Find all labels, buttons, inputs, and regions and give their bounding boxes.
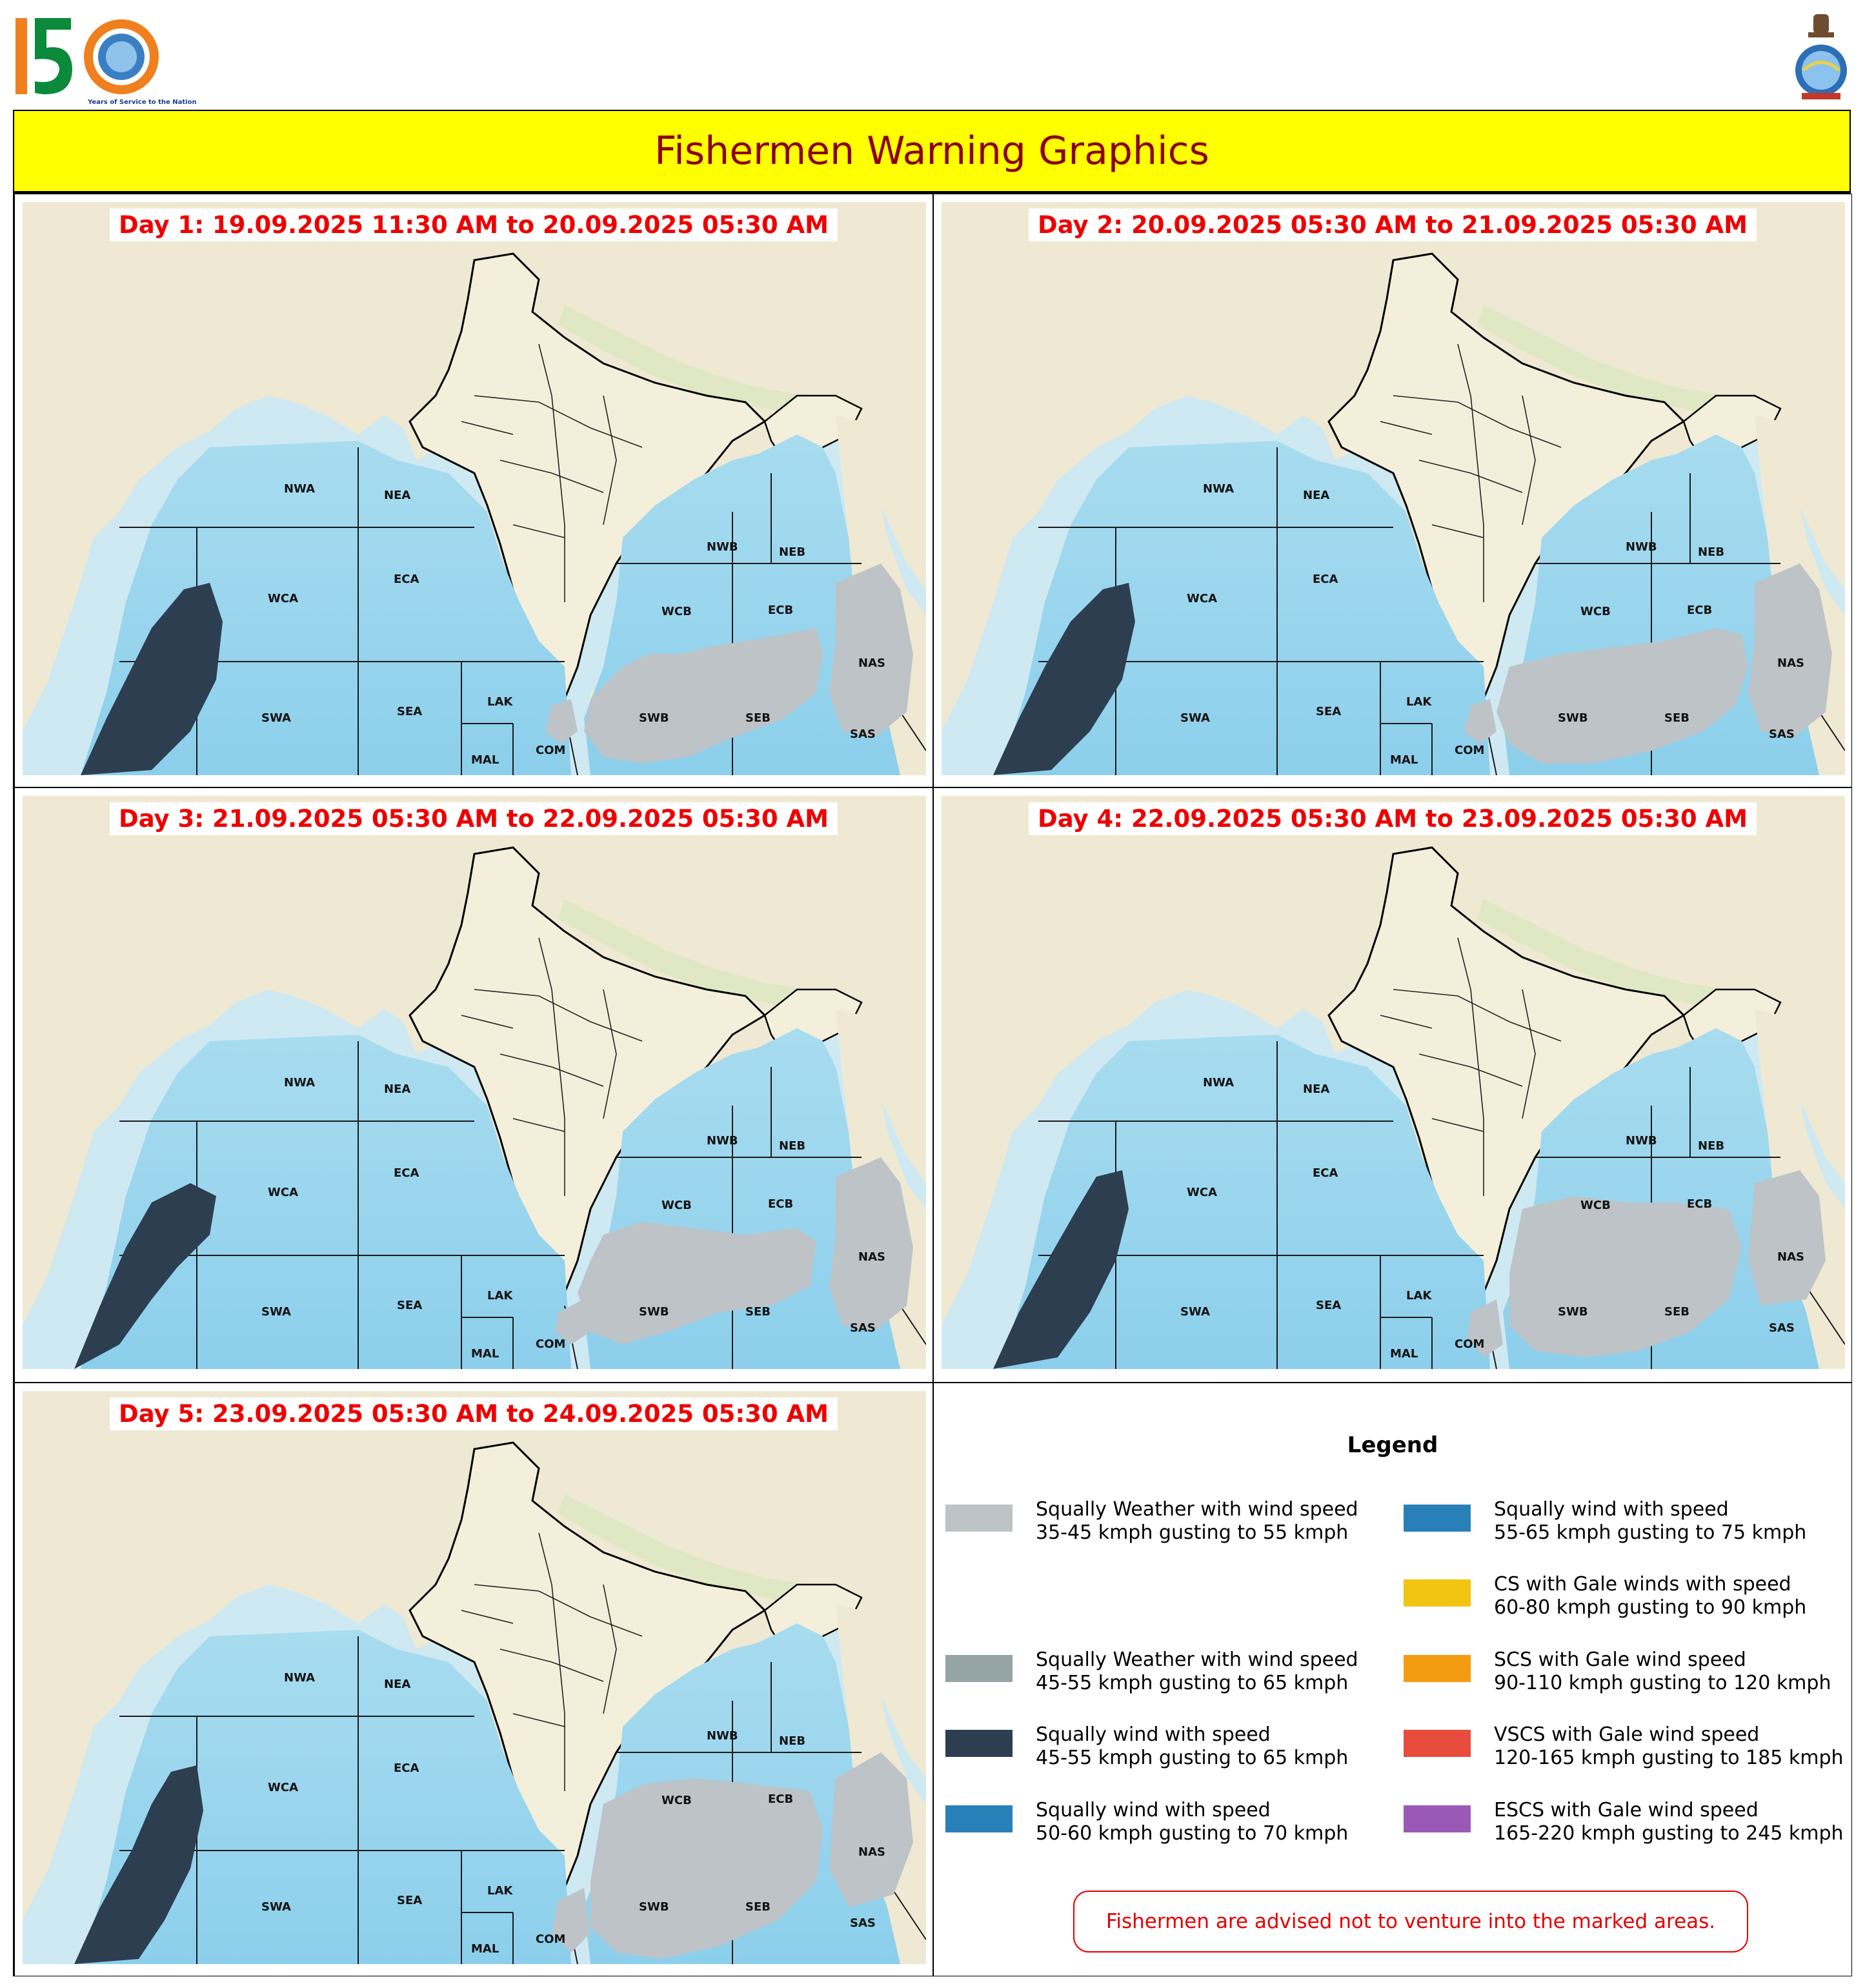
zone-seb: SEB [745, 1900, 771, 1914]
zone-mal: MAL [471, 1347, 499, 1361]
zone-swa: SWA [261, 1900, 291, 1914]
page-header [13, 110, 1851, 192]
zone-nwa: NWA [284, 1076, 316, 1090]
zone-nas: NAS [858, 1250, 885, 1264]
zone-nwa: NWA [1203, 482, 1235, 496]
imd-150-years-logo [12, 12, 197, 108]
legend-swatch [945, 1805, 1013, 1832]
legend-swatch [1404, 1505, 1471, 1532]
zone-sas: SAS [850, 727, 876, 741]
legend-swatch [1404, 1805, 1471, 1832]
day-5-map [23, 1391, 926, 1964]
zone-wcb: WCB [1580, 605, 1611, 618]
zone-nwb: NWB [707, 540, 738, 554]
zone-mal: MAL [471, 753, 499, 767]
legend-label: Squally wind with speed [1036, 1723, 1271, 1746]
logo-caption: Years of Service to the Nation [88, 99, 197, 106]
legend-label: 90-110 kmph gusting to 120 kmph [1494, 1672, 1831, 1694]
zone-nwa: NWA [284, 1671, 316, 1685]
zone-wcb: WCB [1580, 1199, 1611, 1212]
zone-eca: ECA [1313, 573, 1338, 586]
state-emblem-seal [1789, 9, 1853, 106]
legend-label: 120-165 kmph gusting to 185 kmph [1494, 1747, 1844, 1769]
zone-swb: SWB [639, 1900, 669, 1914]
zone-ecb: ECB [768, 604, 794, 617]
legend-item [1404, 1723, 1844, 1770]
page-title: Fishermen Warning Graphics [654, 128, 1209, 174]
legend-swatch [1404, 1579, 1471, 1607]
legend-label: 50-60 kmph gusting to 70 kmph [1036, 1822, 1349, 1845]
zone-swb: SWB [1558, 711, 1588, 725]
zone-swa: SWA [261, 711, 291, 725]
zone-sas: SAS [1769, 1321, 1795, 1335]
zone-nwb: NWB [707, 1729, 738, 1743]
legend-label: VSCS with Gale wind speed [1494, 1723, 1760, 1746]
zone-com: COM [1455, 1337, 1485, 1351]
legend-label: Squally wind with speed [1036, 1799, 1271, 1821]
zone-eca: ECA [1313, 1166, 1338, 1180]
zone-sas: SAS [850, 1321, 876, 1335]
legend-label: 60-80 kmph gusting to 90 kmph [1494, 1596, 1807, 1619]
zone-lak: LAK [487, 1289, 513, 1303]
day-1-panel [14, 194, 933, 787]
zone-sea: SEA [397, 1299, 423, 1312]
zone-mal: MAL [471, 1942, 499, 1956]
legend-item [945, 1723, 1348, 1770]
day-2-panel [933, 194, 1852, 787]
legend-item [945, 1498, 1358, 1545]
legend-swatch [945, 1655, 1013, 1682]
legend-label: 45-55 kmph gusting to 65 kmph [1036, 1672, 1349, 1694]
zone-com: COM [536, 744, 566, 757]
zone-eca: ECA [394, 1166, 419, 1180]
zone-sea: SEA [1316, 1299, 1342, 1312]
day-3-title: Day 3: 21.09.2025 05:30 AM to 22.09.2025 05:30 AM [110, 802, 838, 835]
fishermen-advisory: Fishermen are advised not to venture into the marked areas. [1073, 1891, 1748, 1953]
legend-label: CS with Gale winds with speed [1494, 1573, 1791, 1596]
legend-label: ESCS with Gale wind speed [1494, 1799, 1759, 1821]
day-4-panel [933, 787, 1852, 1383]
forecast-grid [13, 192, 1851, 1976]
zone-wcb: WCB [661, 605, 692, 618]
zone-ecb: ECB [1687, 1197, 1713, 1211]
zone-nwa: NWA [284, 482, 316, 496]
legend-item [1404, 1799, 1844, 1845]
zone-nas: NAS [1777, 656, 1804, 670]
zone-sea: SEA [397, 1894, 423, 1907]
legend-label: 35-45 kmph gusting to 55 kmph [1036, 1521, 1349, 1544]
zone-swa: SWA [261, 1305, 291, 1319]
day-5-panel [14, 1383, 933, 1976]
legend-item [1404, 1573, 1806, 1619]
zone-seb: SEB [745, 1305, 771, 1319]
zone-mal: MAL [1390, 1347, 1418, 1361]
zone-nas: NAS [858, 656, 885, 670]
zone-nwb: NWB [1626, 540, 1657, 554]
zone-nea: NEA [1303, 1082, 1330, 1096]
zone-nas: NAS [1777, 1250, 1804, 1264]
zone-swb: SWB [639, 711, 669, 725]
zone-neb: NEB [1698, 545, 1725, 559]
zone-wca: WCA [1187, 1186, 1217, 1199]
zone-seb: SEB [1664, 711, 1689, 725]
zone-com: COM [536, 1932, 566, 1946]
emblem-seal-icon [1789, 9, 1853, 106]
zone-wca: WCA [268, 592, 298, 605]
zone-lak: LAK [487, 1884, 513, 1898]
day-1-map [23, 202, 926, 775]
zone-nas: NAS [858, 1845, 885, 1859]
zone-swb: SWB [639, 1305, 669, 1319]
zone-sea: SEA [1316, 705, 1342, 718]
zone-wca: WCA [268, 1186, 298, 1199]
zone-nea: NEA [384, 489, 411, 502]
zone-mal: MAL [1390, 753, 1418, 767]
zone-eca: ECA [394, 573, 419, 586]
legend-swatch [945, 1505, 1013, 1532]
day-2-map [942, 202, 1845, 775]
zone-nea: NEA [384, 1082, 411, 1096]
legend-swatch [1404, 1655, 1471, 1682]
zone-nea: NEA [384, 1678, 411, 1691]
zone-lak: LAK [1406, 1289, 1432, 1303]
zone-wca: WCA [268, 1781, 298, 1794]
zone-neb: NEB [779, 545, 806, 559]
day-3-panel [14, 787, 933, 1383]
legend-panel [933, 1383, 1852, 1976]
legend-swatch [1404, 1730, 1471, 1757]
zone-lak: LAK [487, 695, 513, 709]
zone-wca: WCA [1187, 592, 1217, 605]
zone-sea: SEA [397, 705, 423, 718]
legend-item [945, 1799, 1348, 1845]
day-3-map [23, 796, 926, 1369]
zone-seb: SEB [745, 711, 771, 725]
zone-wcb: WCB [661, 1794, 692, 1807]
zone-com: COM [1455, 744, 1485, 757]
zone-neb: NEB [1698, 1139, 1725, 1153]
zone-sas: SAS [850, 1916, 876, 1930]
legend-swatch [945, 1730, 1013, 1757]
zone-nwa: NWA [1203, 1076, 1235, 1090]
zone-nwb: NWB [1626, 1134, 1657, 1148]
legend-item [1404, 1648, 1831, 1695]
zone-sas: SAS [1769, 727, 1795, 741]
legend-label: Squally Weather with wind speed [1036, 1498, 1358, 1521]
day-1-title: Day 1: 19.09.2025 11:30 AM to 20.09.2025 05:30 AM [110, 208, 838, 241]
zone-eca: ECA [394, 1761, 419, 1775]
zone-com: COM [536, 1337, 566, 1351]
zone-seb: SEB [1664, 1305, 1689, 1319]
zone-swb: SWB [1558, 1305, 1588, 1319]
zone-neb: NEB [779, 1734, 806, 1748]
legend-item [1404, 1498, 1806, 1545]
day-5-title: Day 5: 23.09.2025 05:30 AM to 24.09.2025 05:30 AM [110, 1397, 838, 1430]
legend-item [945, 1648, 1358, 1695]
legend-label: Squally Weather with wind speed [1036, 1648, 1358, 1671]
imd-150-logo-icon [12, 12, 197, 108]
day-2-title: Day 2: 20.09.2025 05:30 AM to 21.09.2025 05:30 AM [1029, 208, 1757, 241]
zone-lak: LAK [1406, 695, 1432, 709]
zone-wcb: WCB [661, 1199, 692, 1212]
zone-nwb: NWB [707, 1134, 738, 1148]
legend-label: 45-55 kmph gusting to 65 kmph [1036, 1747, 1349, 1769]
zone-ecb: ECB [1687, 604, 1713, 617]
zone-swa: SWA [1180, 1305, 1210, 1319]
zone-ecb: ECB [768, 1792, 794, 1806]
legend-title: Legend [1347, 1432, 1438, 1458]
legend-label: 55-65 kmph gusting to 75 kmph [1494, 1521, 1807, 1544]
zone-nea: NEA [1303, 489, 1330, 502]
day-4-title: Day 4: 22.09.2025 05:30 AM to 23.09.2025 05:30 AM [1029, 802, 1757, 835]
legend-label: 165-220 kmph gusting to 245 kmph [1494, 1822, 1844, 1845]
zone-swa: SWA [1180, 711, 1210, 725]
legend-label: Squally wind with speed [1494, 1498, 1729, 1521]
zone-ecb: ECB [768, 1197, 794, 1211]
legend-label: SCS with Gale wind speed [1494, 1648, 1746, 1671]
zone-neb: NEB [779, 1139, 806, 1153]
day-4-map [942, 796, 1845, 1369]
